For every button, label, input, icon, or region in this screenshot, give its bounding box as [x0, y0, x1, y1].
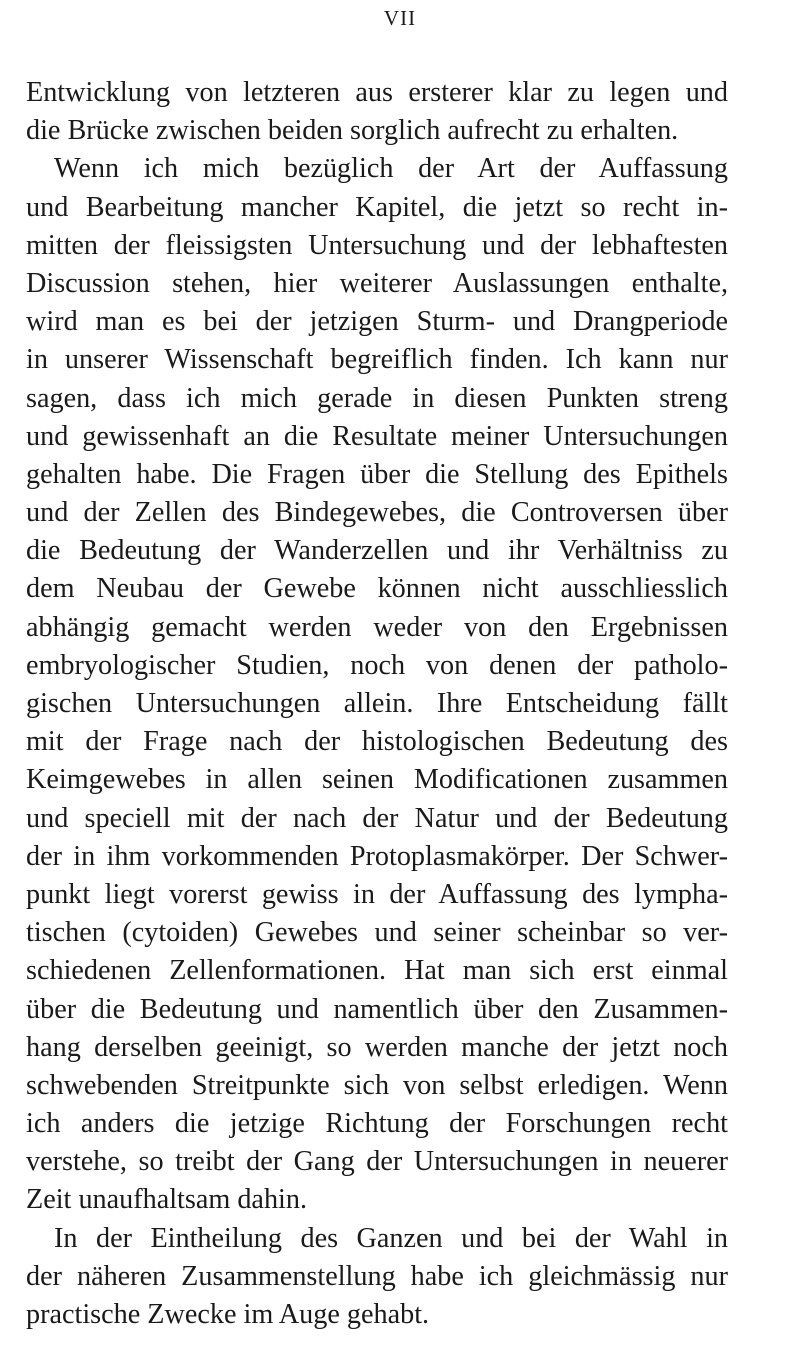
text-line: Discussion stehen, hier weiterer Auslassungen enthalte, — [26, 267, 728, 299]
page-number: VII — [383, 6, 417, 30]
text-line: der in ihm vorkommenden Protoplasmakörper. Der Schwer- — [26, 840, 728, 872]
text-line: gischen Untersuchungen allein. Ihre Entscheidung fällt — [26, 688, 728, 719]
text-line: Zeit unaufhaltsam dahin. — [26, 1184, 308, 1216]
text-line: schwebenden Streitpunkte sich von selbst erledigen. Wenn — [26, 1069, 728, 1101]
text-line: sagen, dass ich mich gerade in diesen Punkten streng — [26, 382, 728, 414]
text-line: wird man es bei der jetzigen Sturm- und Drangperiode — [26, 306, 728, 338]
text-line: über die Bedeutung und namentlich über den Zusammen- — [26, 993, 728, 1025]
text-line: abhängig gemacht werden weder von den Ergebnissen — [26, 611, 728, 643]
text-line: hang derselben geeinigt, so werden manche der jetzt noch — [26, 1031, 728, 1063]
text-line: tischen (cytoiden) Gewebes und seiner scheinbar so ver- — [26, 917, 728, 949]
text-line: ich anders die jetzige Richtung der Forschungen recht — [26, 1108, 728, 1140]
text-line: die Bedeutung der Wanderzellen und ihr Verhältniss zu — [26, 535, 728, 567]
text-line: die Brücke zwischen beiden sorglich aufrecht zu erhalten. — [26, 115, 679, 147]
text-line: Entwicklung von letzteren aus ersterer klar zu legen und — [26, 77, 728, 108]
text-line: Wenn ich mich bezüglich der Art der Auffassung — [54, 153, 728, 185]
text-line: practische Zwecke im Auge gehabt. — [26, 1299, 430, 1330]
text-line: und gewissenhaft an die Resultate meiner Untersuchungen — [26, 420, 728, 452]
text-line: verstehe, so treibt der Gang der Untersuchungen in neuerer — [26, 1146, 728, 1178]
text-line: schiedenen Zellenformationen. Hat man sich erst einmal — [26, 955, 728, 987]
text-line: embryologischer Studien, noch von denen der patholo- — [26, 649, 728, 681]
text-line: der näheren Zusammenstellung habe ich gleichmässig nur — [26, 1260, 728, 1292]
text-line: gehalten habe. Die Fragen über die Stellung des Epithels — [26, 458, 728, 490]
text-line: und Bearbeitung mancher Kapitel, die jetzt so recht in- — [26, 191, 728, 223]
text-line: und speciell mit der nach der Natur und der Bedeutung — [26, 802, 728, 834]
text-line: in unserer Wissenschaft begreiflich finden. Ich kann nur — [26, 344, 728, 376]
body-text — [26, 74, 728, 1334]
text-line: und der Zellen des Bindegewebes, die Controversen über — [26, 497, 728, 529]
text-line: Keimgewebes in allen seinen Modificationen zusammen — [26, 764, 728, 796]
text-line: mit der Frage nach der histologischen Bedeutung des — [26, 726, 728, 758]
text-line: In der Eintheilung des Ganzen und bei der Wahl in — [54, 1222, 728, 1254]
text-line: punkt liegt vorerst gewiss in der Auffassung des lympha- — [26, 878, 728, 910]
text-line: mitten der fleissigsten Untersuchung und der lebhaftesten — [26, 229, 728, 261]
text-line: dem Neubau der Gewebe können nicht ausschliesslich — [26, 573, 728, 605]
